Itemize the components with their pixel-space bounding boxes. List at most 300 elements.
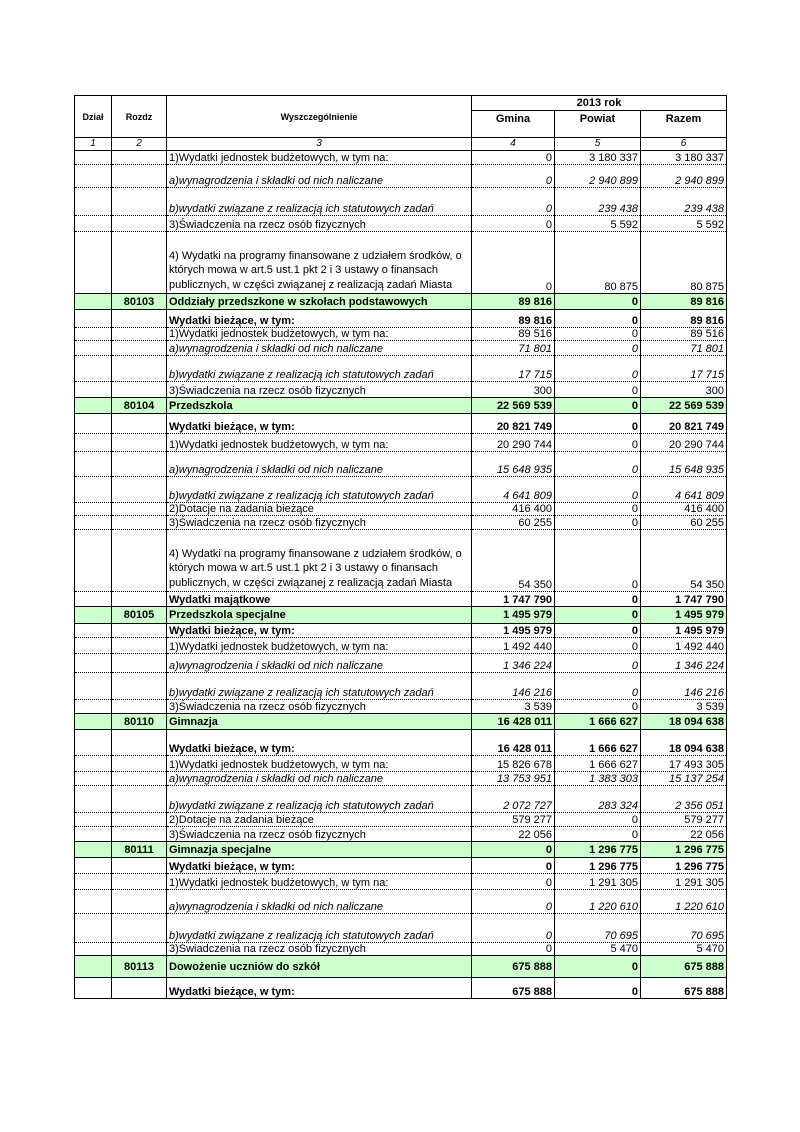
cell-dzial	[75, 890, 112, 914]
cell-dzial	[75, 216, 112, 232]
cell-powiat: 0	[555, 813, 641, 827]
cell-rozdz	[112, 477, 167, 503]
cell-powiat: 0	[555, 434, 641, 452]
cell-powiat: 0	[555, 477, 641, 503]
table-row	[75, 516, 727, 530]
cell-gmina: 0	[472, 216, 555, 232]
cell-description: a)wynagrodzenia i składki od nich naliczane	[167, 341, 472, 356]
desc-label: w tym:	[256, 315, 295, 327]
cell-powiat: 1 666 627	[555, 730, 641, 756]
cell-rozdz	[112, 673, 167, 700]
cell-gmina: 71 801	[472, 341, 555, 356]
cell-dzial	[75, 356, 112, 382]
cell-rozdz	[112, 943, 167, 956]
cell-rozdz	[112, 232, 167, 294]
cell-description: 3)Świadczenia na rzecz osób fizycznych	[167, 700, 472, 714]
cell-dzial	[75, 382, 112, 398]
table-row	[75, 956, 727, 978]
cell-rozdz	[112, 978, 167, 999]
cell-powiat: 0	[555, 638, 641, 654]
cell-dzial	[75, 858, 112, 874]
cell-description: 1)Wydatki jednostek budżetowych, w tym na:	[167, 151, 472, 165]
cell-gmina: 1 492 440	[472, 638, 555, 654]
cell-gmina: 2 072 727	[472, 786, 555, 813]
colnum-2: 2	[112, 138, 167, 151]
cell-dzial	[75, 772, 112, 786]
budget-sheet	[74, 95, 726, 999]
cell-powiat: 0	[555, 673, 641, 700]
cell-dzial	[75, 452, 112, 477]
cell-razem: 146 216	[641, 673, 727, 700]
cell-razem: 71 801	[641, 341, 727, 356]
table-row	[75, 503, 727, 516]
cell-powiat: 0	[555, 516, 641, 530]
cell-dzial	[75, 700, 112, 714]
cell-razem: 1 492 440	[641, 638, 727, 654]
table-row	[75, 398, 727, 414]
cell-gmina: 3 539	[472, 700, 555, 714]
cell-description	[167, 310, 472, 328]
cell-razem: 18 094 638	[641, 730, 727, 756]
cell-dzial	[75, 434, 112, 452]
cell-razem: 416 400	[641, 503, 727, 516]
cell-gmina: 0	[472, 890, 555, 914]
desc-label: w tym:	[256, 861, 295, 873]
cell-description: 3)Świadczenia na rzecz osób fizycznych	[167, 216, 472, 232]
table-row	[75, 232, 727, 294]
cell-powiat: 1 383 303	[555, 772, 641, 786]
cell-razem: 15 648 935	[641, 452, 727, 477]
cell-razem: 17 493 305	[641, 756, 727, 772]
cell-gmina: 675 888	[472, 978, 555, 999]
cell-powiat: 239 438	[555, 188, 641, 216]
cell-rozdz	[112, 310, 167, 328]
colnum-4: 4	[472, 138, 555, 151]
cell-gmina: 4 641 809	[472, 477, 555, 503]
cell-razem: 20 821 749	[641, 414, 727, 434]
cell-gmina: 20 821 749	[472, 414, 555, 434]
header-gmina: Gmina	[472, 111, 555, 138]
cell-powiat: 0	[555, 956, 641, 978]
cell-rozdz	[112, 414, 167, 434]
desc-bold-label: Wydatki bieżące,	[169, 625, 257, 637]
cell-description: 1)Wydatki jednostek budżetowych, w tym na:	[167, 756, 472, 772]
cell-dzial	[75, 943, 112, 956]
cell-powiat: 5 470	[555, 943, 641, 956]
cell-dzial	[75, 530, 112, 592]
colnum-1: 1	[75, 138, 112, 151]
cell-rozdz	[112, 638, 167, 654]
cell-razem: 300	[641, 382, 727, 398]
cell-rozdz: 80105	[112, 607, 167, 624]
cell-gmina: 16 428 011	[472, 714, 555, 730]
cell-description: 3)Świadczenia na rzecz osób fizycznych	[167, 943, 472, 956]
table-row	[75, 638, 727, 654]
cell-powiat: 80 875	[555, 232, 641, 294]
cell-gmina: 0	[472, 151, 555, 165]
cell-description: 1)Wydatki jednostek budżetowych, w tym na:	[167, 874, 472, 890]
cell-gmina: 89 816	[472, 294, 555, 310]
table-row	[75, 978, 727, 999]
cell-gmina: 89 516	[472, 328, 555, 341]
cell-powiat: 5 592	[555, 216, 641, 232]
cell-gmina: 1 346 224	[472, 654, 555, 673]
table-row	[75, 827, 727, 842]
cell-gmina: 579 277	[472, 813, 555, 827]
cell-description: a)wynagrodzenia i składki od nich naliczane	[167, 654, 472, 673]
cell-dzial	[75, 673, 112, 700]
cell-rozdz	[112, 341, 167, 356]
cell-razem: 3 180 337	[641, 151, 727, 165]
desc-bold-label: Wydatki bieżące,	[169, 986, 257, 998]
cell-dzial	[75, 503, 112, 516]
cell-gmina: 416 400	[472, 503, 555, 516]
cell-gmina: 0	[472, 914, 555, 943]
cell-description: 1)Wydatki jednostek budżetowych, w tym na:	[167, 434, 472, 452]
cell-rozdz: 80104	[112, 398, 167, 414]
cell-gmina: 22 569 539	[472, 398, 555, 414]
cell-dzial	[75, 654, 112, 673]
cell-dzial	[75, 516, 112, 530]
cell-rozdz	[112, 356, 167, 382]
cell-razem: 15 137 254	[641, 772, 727, 786]
cell-dzial	[75, 328, 112, 341]
table-row	[75, 188, 727, 216]
cell-dzial	[75, 607, 112, 624]
cell-description: b)wydatki związane z realizacją ich statutowych zadań	[167, 673, 472, 700]
table-row	[75, 914, 727, 943]
cell-rozdz	[112, 503, 167, 516]
cell-powiat: 0	[555, 382, 641, 398]
cell-description: a)wynagrodzenia i składki od nich naliczane	[167, 452, 472, 477]
cell-gmina: 15 826 678	[472, 756, 555, 772]
cell-dzial	[75, 842, 112, 858]
table-row	[75, 756, 727, 772]
cell-rozdz	[112, 700, 167, 714]
cell-razem: 1 346 224	[641, 654, 727, 673]
cell-powiat: 1 666 627	[555, 714, 641, 730]
cell-dzial	[75, 956, 112, 978]
cell-rozdz	[112, 434, 167, 452]
desc-bold-label: Wydatki bieżące,	[169, 315, 257, 327]
cell-dzial	[75, 310, 112, 328]
header-dzial: Dział	[75, 96, 112, 138]
cell-dzial	[75, 232, 112, 294]
cell-gmina: 0	[472, 943, 555, 956]
table-row	[75, 165, 727, 188]
cell-powiat: 0	[555, 624, 641, 638]
cell-rozdz	[112, 165, 167, 188]
cell-description: Dowożenie uczniów do szkół	[167, 956, 472, 978]
header-wyszczegolnienie: Wyszczególnienie	[167, 96, 472, 138]
cell-rozdz	[112, 592, 167, 607]
cell-powiat: 2 940 899	[555, 165, 641, 188]
cell-razem: 22 056	[641, 827, 727, 842]
cell-rozdz	[112, 452, 167, 477]
cell-powiat: 1 291 305	[555, 874, 641, 890]
table-row	[75, 452, 727, 477]
cell-powiat: 0	[555, 607, 641, 624]
table-row	[75, 216, 727, 232]
table-row	[75, 858, 727, 874]
cell-gmina: 60 255	[472, 516, 555, 530]
cell-powiat: 0	[555, 452, 641, 477]
cell-dzial	[75, 398, 112, 414]
cell-rozdz	[112, 216, 167, 232]
cell-razem: 675 888	[641, 978, 727, 999]
table-row	[75, 842, 727, 858]
cell-razem: 675 888	[641, 956, 727, 978]
cell-description: Przedszkola specjalne	[167, 607, 472, 624]
cell-powiat: 1 220 610	[555, 890, 641, 914]
table-row	[75, 328, 727, 341]
cell-dzial	[75, 978, 112, 999]
cell-razem: 1 495 979	[641, 624, 727, 638]
cell-powiat: 1 296 775	[555, 842, 641, 858]
cell-gmina: 13 753 951	[472, 772, 555, 786]
cell-gmina: 54 350	[472, 530, 555, 592]
cell-description: 3)Świadczenia na rzecz osób fizycznych	[167, 827, 472, 842]
table-row	[75, 434, 727, 452]
cell-dzial	[75, 638, 112, 654]
cell-dzial	[75, 813, 112, 827]
cell-powiat: 0	[555, 503, 641, 516]
table-row	[75, 654, 727, 673]
colnum-6: 6	[641, 138, 727, 151]
cell-razem: 1 220 610	[641, 890, 727, 914]
cell-razem: 17 715	[641, 356, 727, 382]
cell-dzial	[75, 477, 112, 503]
table-row	[75, 890, 727, 914]
cell-dzial	[75, 827, 112, 842]
cell-powiat: 3 180 337	[555, 151, 641, 165]
cell-description: 1)Wydatki jednostek budżetowych, w tym na:	[167, 328, 472, 341]
cell-gmina: 0	[472, 165, 555, 188]
cell-dzial	[75, 756, 112, 772]
cell-razem: 89 816	[641, 294, 727, 310]
table-row	[75, 356, 727, 382]
cell-rozdz: 80103	[112, 294, 167, 310]
cell-razem: 3 539	[641, 700, 727, 714]
cell-gmina: 15 648 935	[472, 452, 555, 477]
cell-description: Oddziały przedszkone w szkołach podstawowych	[167, 294, 472, 310]
cell-description: b)wydatki związane z realizacją ich statutowych zadań	[167, 914, 472, 943]
cell-rozdz	[112, 328, 167, 341]
cell-gmina: 22 056	[472, 827, 555, 842]
cell-dzial	[75, 341, 112, 356]
cell-description: 1)Wydatki jednostek budżetowych, w tym na:	[167, 638, 472, 654]
cell-powiat: 0	[555, 530, 641, 592]
cell-razem: 1 296 775	[641, 842, 727, 858]
cell-description: Gimnazja specjalne	[167, 842, 472, 858]
cell-rozdz	[112, 188, 167, 216]
cell-rozdz	[112, 730, 167, 756]
cell-dzial	[75, 730, 112, 756]
cell-powiat: 0	[555, 341, 641, 356]
cell-description: 2)Dotacje na zadania bieżące	[167, 503, 472, 516]
table-row	[75, 310, 727, 328]
cell-dzial	[75, 294, 112, 310]
desc-label: w tym:	[256, 421, 295, 433]
cell-gmina: 1 495 979	[472, 607, 555, 624]
table-row	[75, 414, 727, 434]
cell-gmina: 146 216	[472, 673, 555, 700]
cell-description: b)wydatki związane z realizacją ich statutowych zadań	[167, 356, 472, 382]
cell-gmina: 675 888	[472, 956, 555, 978]
cell-description: 3)Świadczenia na rzecz osób fizycznych	[167, 382, 472, 398]
cell-powiat: 0	[555, 978, 641, 999]
cell-dzial	[75, 914, 112, 943]
cell-razem: 1 495 979	[641, 607, 727, 624]
table-row	[75, 673, 727, 700]
cell-gmina: 300	[472, 382, 555, 398]
cell-powiat: 0	[555, 398, 641, 414]
cell-description: a)wynagrodzenia i składki od nich naliczane	[167, 772, 472, 786]
cell-dzial	[75, 624, 112, 638]
cell-description	[167, 978, 472, 999]
cell-description: 4) Wydatki na programy finansowane z udziałem środków, o których mowa w art.5 ust.1 pkt 2 i 3 ustawy o finansach publicznych, w części związanej z realizacją zadań Miasta	[167, 530, 472, 592]
cell-description	[167, 624, 472, 638]
cell-gmina: 0	[472, 232, 555, 294]
cell-description	[167, 414, 472, 434]
cell-rozdz	[112, 858, 167, 874]
table-row	[75, 786, 727, 813]
cell-description: Przedszkola	[167, 398, 472, 414]
header-rozdz: Rozdz	[112, 96, 167, 138]
header-powiat: Powiat	[555, 111, 641, 138]
table-row	[75, 151, 727, 165]
cell-gmina: 16 428 011	[472, 730, 555, 756]
cell-rozdz	[112, 151, 167, 165]
budget-table	[74, 95, 727, 999]
cell-description: Gimnazja	[167, 714, 472, 730]
cell-dzial	[75, 188, 112, 216]
cell-dzial	[75, 414, 112, 434]
cell-gmina: 20 290 744	[472, 434, 555, 452]
cell-gmina: 0	[472, 188, 555, 216]
cell-description: b)wydatki związane z realizacją ich statutowych zadań	[167, 786, 472, 813]
desc-bold-label: Wydatki bieżące,	[169, 743, 257, 755]
cell-powiat: 0	[555, 310, 641, 328]
desc-label: w tym:	[256, 625, 295, 637]
table-row	[75, 607, 727, 624]
cell-razem: 80 875	[641, 232, 727, 294]
header-year: 2013 rok	[472, 96, 727, 111]
cell-description: 2)Dotacje na zadania bieżące	[167, 813, 472, 827]
table-row	[75, 700, 727, 714]
cell-razem: 20 290 744	[641, 434, 727, 452]
cell-razem: 18 094 638	[641, 714, 727, 730]
cell-description: 3)Świadczenia na rzecz osób fizycznych	[167, 516, 472, 530]
cell-powiat: 70 695	[555, 914, 641, 943]
cell-rozdz	[112, 874, 167, 890]
cell-razem: 22 569 539	[641, 398, 727, 414]
cell-rozdz	[112, 654, 167, 673]
header-razem: Razem	[641, 111, 727, 138]
cell-description: a)wynagrodzenia i składki od nich naliczane	[167, 890, 472, 914]
table-row	[75, 341, 727, 356]
cell-rozdz	[112, 914, 167, 943]
cell-powiat: 1 296 775	[555, 858, 641, 874]
cell-powiat: 0	[555, 294, 641, 310]
cell-rozdz	[112, 516, 167, 530]
cell-razem: 579 277	[641, 813, 727, 827]
cell-dzial	[75, 786, 112, 813]
cell-powiat: 0	[555, 414, 641, 434]
cell-rozdz	[112, 756, 167, 772]
cell-rozdz: 80113	[112, 956, 167, 978]
cell-dzial	[75, 714, 112, 730]
cell-powiat: 0	[555, 328, 641, 341]
cell-gmina: 0	[472, 858, 555, 874]
cell-dzial	[75, 165, 112, 188]
cell-gmina: 0	[472, 842, 555, 858]
cell-powiat: 0	[555, 592, 641, 607]
table-row	[75, 592, 727, 607]
table-row	[75, 714, 727, 730]
cell-dzial	[75, 874, 112, 890]
cell-razem: 4 641 809	[641, 477, 727, 503]
cell-razem: 89 516	[641, 328, 727, 341]
table-row	[75, 530, 727, 592]
cell-dzial	[75, 151, 112, 165]
cell-razem: 1 291 305	[641, 874, 727, 890]
table-row	[75, 772, 727, 786]
table-row	[75, 730, 727, 756]
cell-powiat: 0	[555, 700, 641, 714]
cell-razem: 5 470	[641, 943, 727, 956]
cell-razem: 1 747 790	[641, 592, 727, 607]
table-row	[75, 624, 727, 638]
cell-description: b)wydatki związane z realizacją ich statutowych zadań	[167, 477, 472, 503]
cell-description: Wydatki majątkowe	[167, 592, 472, 607]
cell-razem: 1 296 775	[641, 858, 727, 874]
cell-razem: 239 438	[641, 188, 727, 216]
cell-gmina: 0	[472, 874, 555, 890]
cell-razem: 2 940 899	[641, 165, 727, 188]
cell-razem: 60 255	[641, 516, 727, 530]
table-row	[75, 382, 727, 398]
cell-powiat: 283 324	[555, 786, 641, 813]
cell-razem: 2 356 051	[641, 786, 727, 813]
cell-description: a)wynagrodzenia i składki od nich naliczane	[167, 165, 472, 188]
cell-rozdz: 80110	[112, 714, 167, 730]
cell-powiat: 0	[555, 827, 641, 842]
colnum-5: 5	[555, 138, 641, 151]
table-row	[75, 874, 727, 890]
cell-razem: 89 816	[641, 310, 727, 328]
cell-razem: 5 592	[641, 216, 727, 232]
cell-rozdz	[112, 382, 167, 398]
cell-rozdz	[112, 530, 167, 592]
cell-rozdz	[112, 772, 167, 786]
desc-bold-label: Wydatki bieżące,	[169, 421, 257, 433]
table-row	[75, 477, 727, 503]
cell-description: b)wydatki związane z realizacją ich statutowych zadań	[167, 188, 472, 216]
cell-powiat: 0	[555, 356, 641, 382]
cell-powiat: 1 666 627	[555, 756, 641, 772]
cell-rozdz	[112, 624, 167, 638]
cell-razem: 70 695	[641, 914, 727, 943]
cell-razem: 54 350	[641, 530, 727, 592]
desc-bold-label: Wydatki bieżące,	[169, 861, 257, 873]
cell-gmina: 1 495 979	[472, 624, 555, 638]
desc-label: w tym:	[256, 743, 295, 755]
cell-gmina: 17 715	[472, 356, 555, 382]
cell-powiat: 0	[555, 654, 641, 673]
cell-description: 4) Wydatki na programy finansowane z udziałem środków, o których mowa w art.5 ust.1 pkt 2 i 3 ustawy o finansach publicznych, w części związanej z realizacją zadań Miasta	[167, 232, 472, 294]
cell-gmina: 89 816	[472, 310, 555, 328]
